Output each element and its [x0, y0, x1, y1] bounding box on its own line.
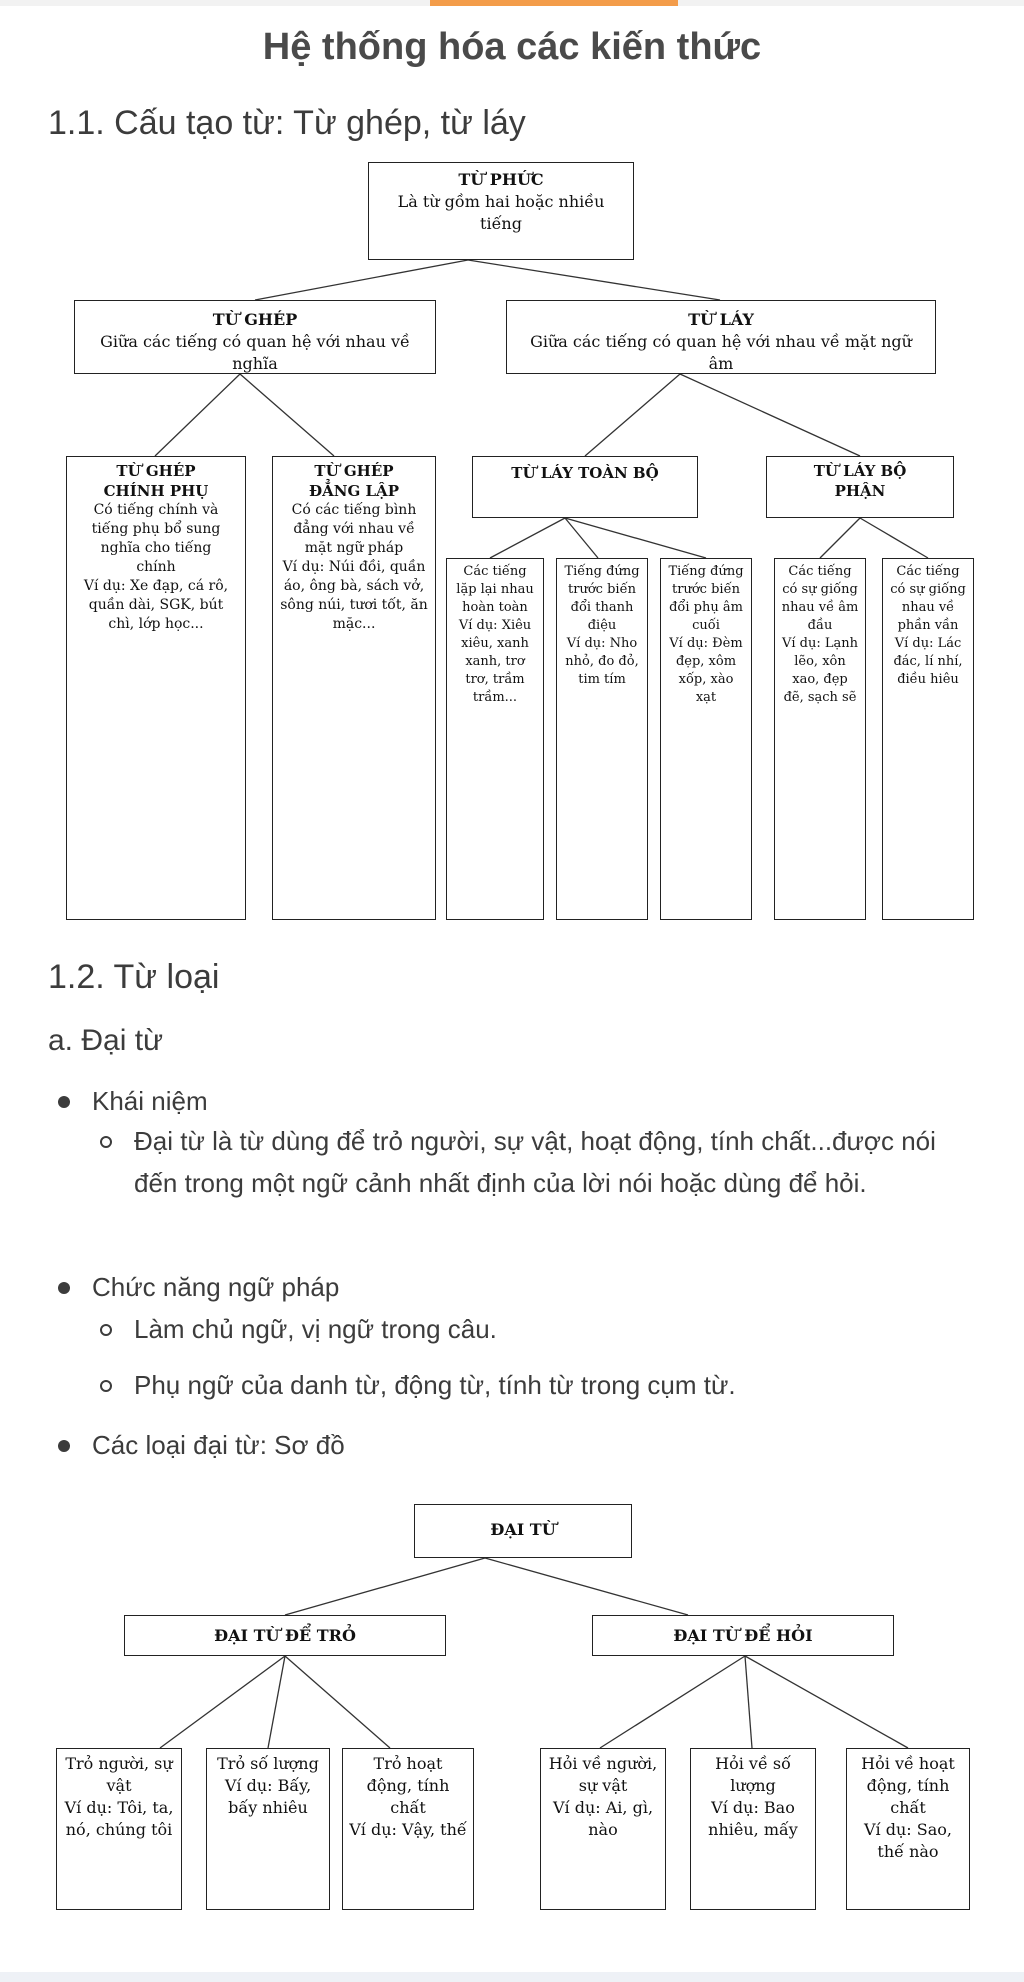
tu-lay-box	[506, 300, 936, 374]
leaf-desc: Hỏi về số lượng	[715, 1754, 791, 1795]
tu-ghep-desc: Giữa các tiếng có quan hệ với nhau về nghĩa	[100, 332, 410, 373]
leaf-example: Ví dụ: Lạnh lẽo, xôn xao, đẹp đẽ, sạch sẽ	[781, 636, 858, 705]
bullet-cac-loai: Các loại đại từ: Sơ đồ	[92, 1430, 345, 1460]
leaf-example: Ví dụ: Vậy, thế	[349, 1820, 467, 1839]
leaf-desc: Trỏ hoạt động, tính chất	[366, 1754, 450, 1817]
section-heading-tu-loai: 1.2. Từ loại	[48, 958, 220, 996]
leaf-hoi-so-luong	[690, 1748, 816, 1910]
bullet-circle	[100, 1380, 112, 1392]
leaf-desc: Hỏi về hoạt động, tính chất	[861, 1754, 955, 1817]
leaf-hoi-nguoi	[540, 1748, 666, 1910]
tu-ghep-title: TỪ GHÉP	[212, 310, 298, 329]
subheading-dai-tu: a. Đại từ	[48, 1024, 164, 1057]
ghep-chinh-phu-desc: Có tiếng chính và tiếng phụ bổ sung nghĩa cho tiếng chính	[91, 502, 221, 575]
tu-phuc-title: TỪ PHỨC	[458, 170, 544, 189]
lay-bo-phan-title: TỪ LÁY BỘ PHẬN	[813, 462, 907, 500]
leaf-tro-hoat-dong	[342, 1748, 474, 1910]
bullet-dot	[58, 1096, 70, 1108]
dai-tu-box	[414, 1504, 632, 1558]
lay-toan-bo-box	[472, 456, 698, 518]
lay-toan-bo-title: TỪ LÁY TOÀN BỘ	[511, 464, 659, 482]
leaf-desc: Hỏi về người, sự vật	[548, 1754, 658, 1795]
leaf-example: Ví dụ: Xiêu xiêu, xanh xanh, trơ trơ, trầm trầm...	[458, 618, 532, 705]
ghep-chinh-phu-box	[66, 456, 246, 920]
leaf-desc: Trỏ số lượng	[217, 1754, 319, 1773]
leaf-giong-phan-van	[882, 558, 974, 920]
section-heading-cau-tao-tu: 1.1. Cấu tạo từ: Từ ghép, từ láy	[48, 104, 526, 142]
bullet-dot	[58, 1440, 70, 1452]
leaf-desc: Tiếng đứng trước biến đổi phụ âm cuối	[668, 564, 744, 633]
leaf-example: Ví dụ: Tôi, ta, nó, chúng tôi	[64, 1798, 174, 1839]
tu-lay-desc: Giữa các tiếng có quan hệ với nhau về mặt ngữ âm	[530, 332, 912, 373]
dai-tu-title: ĐẠI TỪ	[490, 1520, 556, 1539]
leaf-desc: Tiếng đứng trước biến đổi thanh điệu	[564, 564, 640, 633]
dai-tu-de-tro-title: ĐẠI TỪ ĐỂ TRỎ	[214, 1626, 356, 1645]
dai-tu-de-hoi-box	[592, 1615, 894, 1656]
tu-ghep-box	[74, 300, 436, 374]
leaf-example: Ví dụ: Bao nhiêu, mấy	[708, 1798, 798, 1839]
bullet-khai-niem: Khái niệm	[92, 1086, 208, 1116]
leaf-bien-doi-phu-am-cuoi	[660, 558, 752, 920]
leaf-example: Ví dụ: Đèm đẹp, xôm xốp, xào xạt	[669, 636, 743, 705]
leaf-hoi-hoat-dong	[846, 1748, 970, 1910]
leaf-tro-so-luong	[206, 1748, 330, 1910]
leaf-example: Ví dụ: Sao, thế nào	[864, 1820, 952, 1861]
bullet-chuc-nang-1: Làm chủ ngữ, vị ngữ trong câu.	[134, 1314, 497, 1344]
leaf-example: Ví dụ: Lác đác, lí nhí, điều hiêu	[893, 636, 963, 687]
leaf-bien-doi-thanh-dieu	[556, 558, 648, 920]
bullet-circle	[100, 1136, 112, 1148]
leaf-desc: Các tiếng có sự giống nhau về phần vần	[890, 564, 966, 633]
ghep-dang-lap-example: Ví dụ: Núi đồi, quần áo, ông bà, sách vở, sông núi, tươi tốt, ăn mặc...	[280, 559, 428, 632]
ghep-dang-lap-desc: Có các tiếng bình đẳng với nhau về mặt ngữ pháp	[291, 502, 417, 556]
bullet-chuc-nang-2: Phụ ngữ của danh từ, động từ, tính từ trong cụm từ.	[134, 1370, 736, 1400]
tu-phuc-desc: Là từ gồm hai hoặc nhiều tiếng	[397, 192, 605, 233]
ghep-dang-lap-box	[272, 456, 436, 920]
bullet-circle	[100, 1324, 112, 1336]
leaf-example: Ví dụ: Bấy, bấy nhiêu	[224, 1776, 312, 1817]
dai-tu-de-hoi-title: ĐẠI TỪ ĐỂ HỎI	[673, 1626, 813, 1645]
ghep-dang-lap-title: TỪ GHÉP ĐẲNG LẬP	[309, 462, 399, 500]
leaf-desc: Trỏ người, sự vật	[65, 1754, 173, 1795]
bottom-bar	[0, 1972, 1024, 1982]
leaf-lay-hoan-toan	[446, 558, 544, 920]
dai-tu-de-tro-box	[124, 1615, 446, 1656]
bullet-chuc-nang: Chức năng ngữ pháp	[92, 1272, 340, 1302]
leaf-giong-am-dau	[774, 558, 866, 920]
leaf-example: Ví dụ: Ai, gì, nào	[552, 1798, 654, 1839]
leaf-example: Ví dụ: Nho nhỏ, đo đỏ, tim tím	[565, 636, 639, 687]
tu-lay-title: TỪ LÁY	[688, 310, 754, 329]
lay-bo-phan-box	[766, 456, 954, 518]
ghep-chinh-phu-title: TỪ GHÉP CHÍNH PHỤ	[103, 462, 209, 500]
leaf-desc: Các tiếng có sự giống nhau về âm đầu	[781, 564, 859, 633]
tu-phuc-box	[368, 162, 634, 260]
page-title: Hệ thống hóa các kiến thức	[262, 26, 762, 68]
leaf-desc: Các tiếng lặp lại nhau hoàn toàn	[456, 564, 534, 615]
ghep-chinh-phu-example: Ví dụ: Xe đạp, cá rô, quần dài, SGK, bút chì, lớp học...	[83, 578, 229, 632]
bullet-khai-niem-def: Đại từ là từ dùng để trỏ người, sự vật, hoạt động, tính chất...được nói đến trong một ngữ cảnh nhất định của lời nói hoặc dùng để hỏi.	[134, 1126, 936, 1198]
leaf-tro-nguoi	[56, 1748, 182, 1910]
bullet-dot	[58, 1282, 70, 1294]
